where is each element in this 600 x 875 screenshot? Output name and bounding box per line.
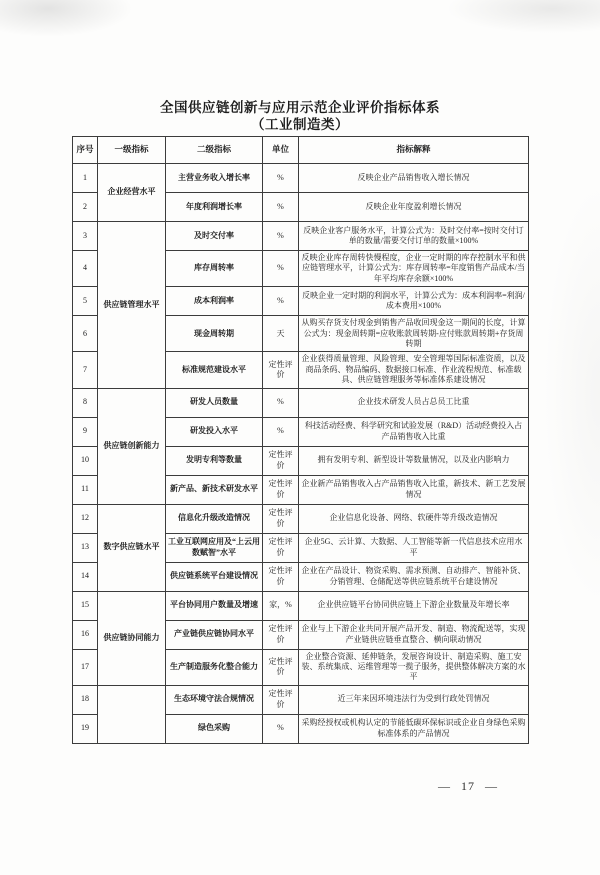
indicator-explanation: 企业信息化设备、网络、软硬件等升级改造情况 [299, 504, 529, 533]
first-level-indicator [98, 685, 166, 743]
second-level-indicator: 标准规范建设水平 [166, 352, 263, 388]
row-number: 18 [73, 685, 98, 714]
indicator-explanation: 科技活动经费、科学研究和试验发展（R&D）活动经费投入占产品销售收入比重 [299, 417, 529, 446]
unit: % [263, 251, 299, 287]
row-number: 9 [73, 417, 98, 446]
indicator-explanation: 企业获得质量管理、风险管理、安全管理等国际标准资质，以及商品条码、物品编码、数据接口标准、作业流程规范、标准载具、供应链管理服务等标准体系建设情况 [299, 352, 529, 388]
row-number: 19 [73, 714, 98, 743]
unit: % [263, 388, 299, 417]
table-row [73, 164, 529, 193]
indicator-explanation: 反映企业客户服务水平，计算公式为：及时交付率=按时交付订单的数量/需要交付订单的数量×100% [299, 222, 529, 251]
document-title [0, 100, 600, 134]
row-number: 8 [73, 388, 98, 417]
first-level-indicator: 供应链协同能力 [98, 591, 166, 685]
row-number: 11 [73, 475, 98, 504]
table-row [73, 388, 529, 417]
page-number: — 17 — [438, 779, 498, 793]
column-header: 指标解释 [299, 137, 529, 164]
indicator-explanation: 企业在产品设计、物资采购、需求预测、自动排产、智能补货、分销管理、仓储配送等供应链系统平台建设情况 [299, 562, 529, 591]
second-level-indicator: 生态环境守法合规情况 [166, 685, 263, 714]
column-header: 二级指标 [166, 137, 263, 164]
row-number: 10 [73, 446, 98, 475]
row-number: 15 [73, 591, 98, 620]
row-number: 3 [73, 222, 98, 251]
indicator-table-body [73, 137, 529, 744]
unit: 定性评价 [263, 685, 299, 714]
indicator-explanation: 企业新产品销售收入占产品销售收入比重，新技术、新工艺发展情况 [299, 475, 529, 504]
document-title-line2: （工业制造类） [251, 116, 349, 132]
second-level-indicator: 供应链系统平台建设情况 [166, 562, 263, 591]
row-number: 16 [73, 620, 98, 649]
unit: 定性评价 [263, 504, 299, 533]
unit: % [263, 287, 299, 316]
indicator-explanation: 从购买存货支付现金到销售产品收回现金这一期间的长度，计算公式为：现金周转期=应收账款周转期-应付账款周转期+存货周转期 [299, 316, 529, 352]
indicator-explanation: 企业技术研发人员占总员工比重 [299, 388, 529, 417]
second-level-indicator: 工业互联网应用及“上云用数赋智”水平 [166, 533, 263, 562]
column-header: 一级指标 [98, 137, 166, 164]
document-title-line1: 全国供应链创新与应用示范企业评价指标体系 [160, 100, 440, 115]
second-level-indicator: 发明专利等数量 [166, 446, 263, 475]
table-row [73, 504, 529, 533]
second-level-indicator: 研发投入水平 [166, 417, 263, 446]
indicator-explanation: 企业与上下游企业共同开展产品开发、制造、物流配送等，实现产业链供应链垂直整合、横向联动情况 [299, 620, 529, 649]
row-number: 17 [73, 649, 98, 685]
second-level-indicator: 现金周转期 [166, 316, 263, 352]
row-number: 5 [73, 287, 98, 316]
unit: 定性评价 [263, 475, 299, 504]
unit: 定性评价 [263, 533, 299, 562]
second-level-indicator: 及时交付率 [166, 222, 263, 251]
unit: 定性评价 [263, 562, 299, 591]
first-level-indicator: 企业经营水平 [98, 164, 166, 222]
unit: 定性评价 [263, 352, 299, 388]
indicator-explanation: 企业供应链平台协同供应链上下游企业数量及年增长率 [299, 591, 529, 620]
first-level-indicator: 供应链创新能力 [98, 388, 166, 504]
second-level-indicator: 主营业务收入增长率 [166, 164, 263, 193]
row-number: 6 [73, 316, 98, 352]
indicator-table [72, 136, 529, 744]
first-level-indicator: 数字供应链水平 [98, 504, 166, 591]
second-level-indicator: 库存周转率 [166, 251, 263, 287]
unit: 定性评价 [263, 446, 299, 475]
indicator-explanation: 企业整合资源、延伸链条，发展咨询设计、制造采购、施工安装、系统集成、运维管理等一揽子服务，提供整体解决方案的水平 [299, 649, 529, 685]
indicator-explanation: 采购经授权或机构认定的节能低碳环保标识或企业自身绿色采购标准体系的产品情况 [299, 714, 529, 743]
second-level-indicator: 研发人员数量 [166, 388, 263, 417]
row-number: 14 [73, 562, 98, 591]
first-level-indicator: 供应链管理水平 [98, 222, 166, 389]
unit: 家，% [263, 591, 299, 620]
unit: % [263, 164, 299, 193]
table-row [73, 685, 529, 714]
column-header: 单位 [263, 137, 299, 164]
row-number: 4 [73, 251, 98, 287]
unit: % [263, 193, 299, 222]
indicator-explanation: 近三年来因环境违法行为受到行政处罚情况 [299, 685, 529, 714]
indicator-explanation: 反映企业年度盈利增长情况 [299, 193, 529, 222]
column-header: 序号 [73, 137, 98, 164]
indicator-explanation: 企业5G、云计算、大数据、人工智能等新一代信息技术应用水平 [299, 533, 529, 562]
unit: 天 [263, 316, 299, 352]
second-level-indicator: 新产品、新技术研发水平 [166, 475, 263, 504]
second-level-indicator: 产业链供应链协同水平 [166, 620, 263, 649]
second-level-indicator: 绿色采购 [166, 714, 263, 743]
row-number: 13 [73, 533, 98, 562]
unit: 定性评价 [263, 649, 299, 685]
unit: % [263, 417, 299, 446]
indicator-explanation: 反映企业库存周转快慢程度，企业一定时期的库存控制水平和供应链管理水平，计算公式为：库存周转率=年度销售产品成本/当年平均库存余额×100% [299, 251, 529, 287]
second-level-indicator: 成本利润率 [166, 287, 263, 316]
second-level-indicator: 生产制造服务化整合能力 [166, 649, 263, 685]
indicator-explanation: 反映企业一定时期的利润水平，计算公式为：成本利润率=利润/成本费用×100% [299, 287, 529, 316]
indicator-explanation: 拥有发明专利、新型设计等数量情况，以及业内影响力 [299, 446, 529, 475]
unit: % [263, 222, 299, 251]
indicator-explanation: 反映企业产品销售收入增长情况 [299, 164, 529, 193]
table-row [73, 591, 529, 620]
unit: 定性评价 [263, 620, 299, 649]
second-level-indicator: 年度利润增长率 [166, 193, 263, 222]
header-row [73, 137, 529, 164]
unit: % [263, 714, 299, 743]
row-number: 2 [73, 193, 98, 222]
row-number: 7 [73, 352, 98, 388]
second-level-indicator: 信息化升级改造情况 [166, 504, 263, 533]
row-number: 12 [73, 504, 98, 533]
table-row [73, 222, 529, 251]
row-number: 1 [73, 164, 98, 193]
second-level-indicator: 平台协同用户数量及增速 [166, 591, 263, 620]
